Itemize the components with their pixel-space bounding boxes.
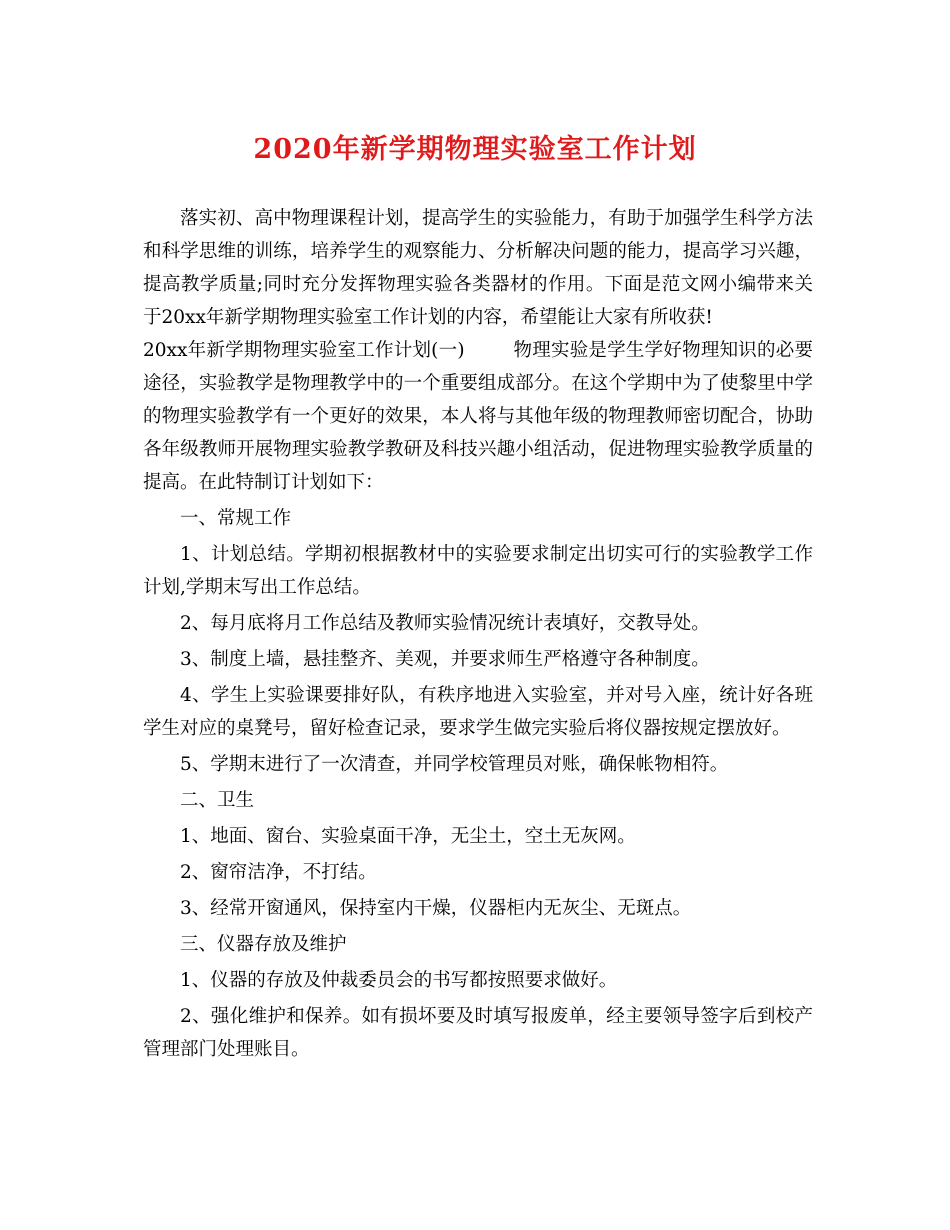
list-item: 2、窗帘洁净，不打结。 <box>180 862 377 883</box>
list-item: 3、制度上墙，悬挂整齐、美观，并要求师生严格遵守各种制度。 <box>180 649 710 670</box>
list-item: 1、仪器的存放及仲裁委员会的书写都按照要求做好。 <box>180 970 618 991</box>
list-item: 4、学生上实验课要排好队，有秩序地进入实验室，并对号入座，统计好各班学生对应的桌凳号，留好检查记录，要求学生做完实验后将仪器按规定摆放好。 <box>143 685 813 739</box>
list-item: 1、计划总结。学期初根据教材中的实验要求制定出切实可行的实验教学工作计划,学期末写出工作总结。 <box>143 544 813 598</box>
plan-heading: 20xx年新学期物理实验室工作计划(一) <box>143 340 465 361</box>
list-item: 2、强化维护和保养。如有损坏要及时填写报废单，经主要领导签字后到校产管理部门处理账目。 <box>143 1006 813 1060</box>
plan-paragraph <box>143 334 813 499</box>
list-item: 5、学期末进行了一次清查，并同学校管理员对账，确保帐物相符。 <box>180 754 729 775</box>
section-heading-routine: 一、常规工作 <box>180 508 292 529</box>
document-title: 2020年新学期物理实验室工作计划 <box>253 134 697 165</box>
document-body <box>143 202 813 1066</box>
section-heading-instruments: 三、仪器存放及维护 <box>180 934 347 955</box>
section-heading-hygiene: 二、卫生 <box>180 790 255 811</box>
list-item: 2、每月底将月工作总结及教师实验情况统计表填好，交教导处。 <box>180 613 710 634</box>
intro-paragraph: 落实初、高中物理课程计划，提高学生的实验能力，有助于加强学生科学方法和科学思维的训练，培养学生的观察能力、分析解决问题的能力，提高学习兴趣，提高教学质量;同时充分发挥物理实验各类器材的作用。下面是范文网小编带来关于20xx年新学期物理实验室工作计划的内容，希望能让大家有所收获! <box>143 208 813 328</box>
plan-intro: 物理实验是学生学好物理知识的必要途径，实验教学是物理教学中的一个重要组成部分。在这个学期中为了使黎里中学的物理实验教学有一个更好的效果，本人将与其他年级的物理教师密切配合，协助各年级教师开展物理实验教学教研及科技兴趣小组活动，促进物理实验教学质量的提高。在此特制订计划如下： <box>143 340 813 493</box>
list-item: 3、经常开窗通风，保持室内干燥，仪器柜内无灰尘、无斑点。 <box>180 898 692 919</box>
list-item: 1、地面、窗台、实验桌面干净，无尘土，空土无灰网。 <box>180 826 636 847</box>
